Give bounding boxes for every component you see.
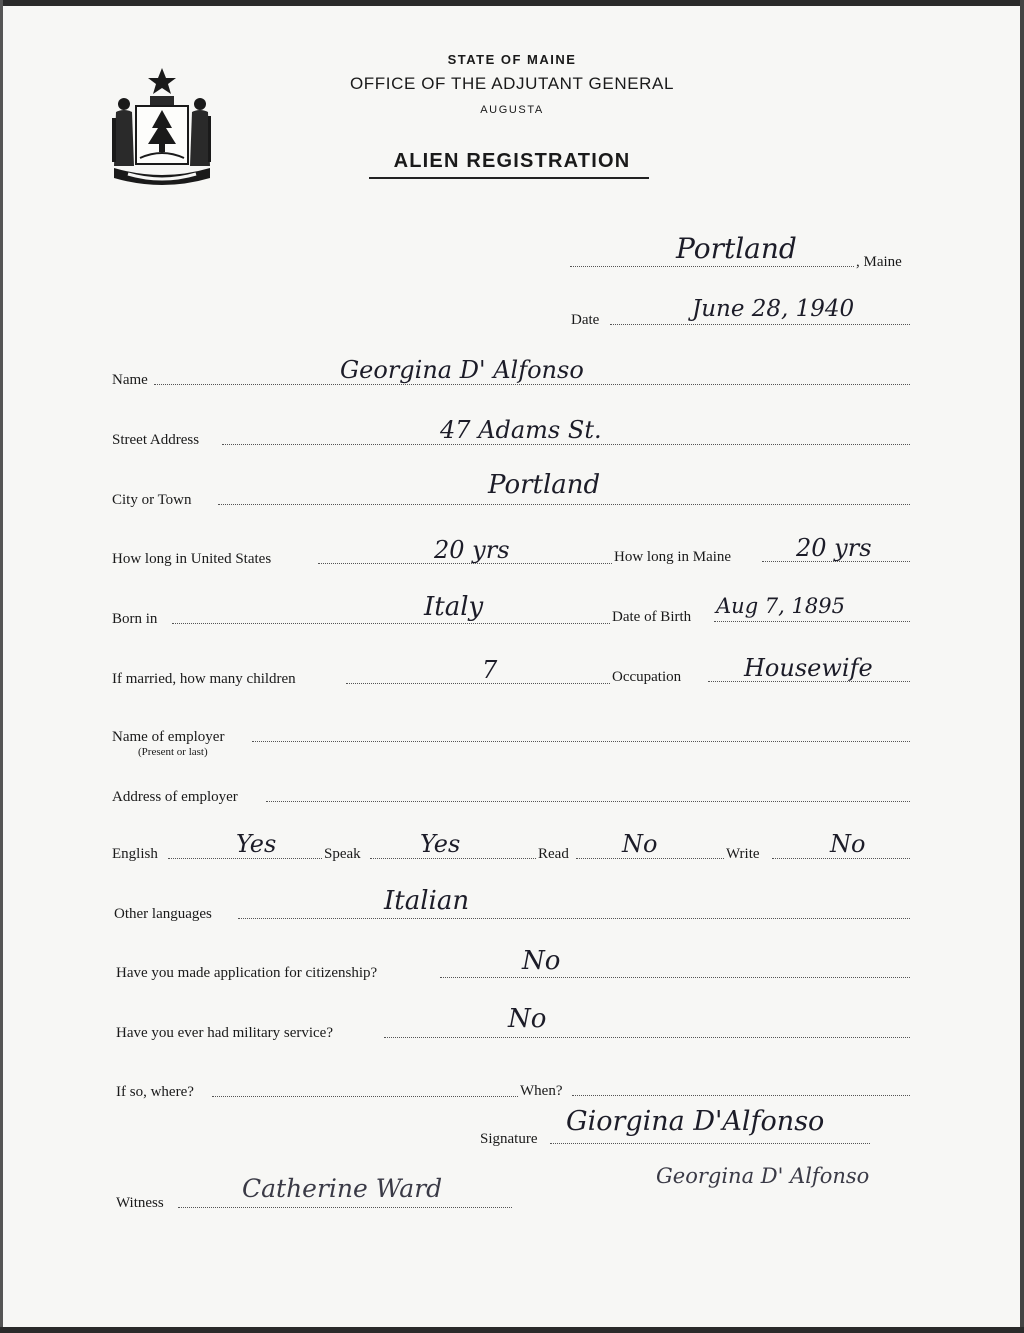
write-line: [772, 858, 910, 859]
how-long-us-label: How long in United States: [112, 551, 272, 567]
children-value: 7: [482, 656, 498, 684]
read-value: No: [622, 830, 658, 858]
born-in-label: Born in: [112, 611, 158, 627]
signature-clerk-annotation: Georgina D' Alfonso: [656, 1164, 870, 1188]
how-long-maine-value: 20 yrs: [796, 534, 872, 562]
name-value: Georgina D' Alfonso: [340, 356, 584, 384]
signature-line: [550, 1143, 870, 1144]
occupation-label: Occupation: [612, 669, 682, 685]
employer-address-line: [266, 801, 910, 802]
city-line: [218, 504, 910, 505]
city-heading: AUGUSTA: [480, 104, 544, 116]
children-label: If married, how many children: [112, 671, 296, 687]
street-address-line: [222, 444, 910, 445]
english-line: [168, 858, 322, 859]
name-line: [154, 384, 910, 385]
title-underline: [369, 177, 649, 179]
read-label: Read: [538, 846, 569, 862]
how-long-us-value: 20 yrs: [434, 536, 510, 564]
write-label: Write: [726, 846, 760, 862]
other-languages-value: Italian: [384, 886, 470, 916]
write-value: No: [830, 830, 866, 858]
witness-line: [178, 1207, 512, 1208]
born-in-value: Italy: [424, 592, 484, 622]
witness-label: Witness: [116, 1195, 164, 1211]
signature-value: Giorgina D'Alfonso: [566, 1106, 825, 1137]
date-of-birth-line: [714, 621, 910, 622]
when-line: [572, 1095, 910, 1096]
form-title: ALIEN REGISTRATION: [393, 150, 631, 172]
scan-edge-right: [1020, 0, 1024, 1333]
english-value: Yes: [236, 830, 277, 858]
where-line: [212, 1096, 518, 1097]
date-label: Date: [571, 312, 600, 328]
citizenship-label: Have you made application for citizenship?: [116, 965, 378, 981]
employer-note: (Present or last): [138, 746, 208, 758]
when-label: When?: [520, 1083, 563, 1099]
military-line: [384, 1037, 910, 1038]
citizenship-value: No: [522, 946, 561, 976]
speak-value: Yes: [420, 830, 461, 858]
children-line: [346, 683, 610, 684]
maine-label: , Maine: [856, 254, 902, 270]
date-line: [610, 324, 910, 325]
street-address-value: 47 Adams St.: [440, 416, 602, 444]
signature-label: Signature: [480, 1131, 538, 1147]
born-in-line: [172, 623, 610, 624]
city-label: City or Town: [112, 492, 192, 508]
other-languages-line: [238, 918, 910, 919]
date-of-birth-value: Aug 7, 1895: [716, 594, 845, 618]
scan-edge-left: [0, 0, 3, 1333]
town-line: [570, 266, 854, 267]
speak-line: [370, 858, 536, 859]
city-value: Portland: [488, 470, 601, 500]
scan-edge-bottom: [0, 1327, 1024, 1333]
name-label: Name: [112, 372, 148, 388]
military-value: No: [508, 1004, 547, 1034]
read-line: [576, 858, 724, 859]
speak-label: Speak: [324, 846, 361, 862]
employer-name-line: [252, 741, 910, 742]
military-label: Have you ever had military service?: [116, 1025, 333, 1041]
how-long-maine-label: How long in Maine: [614, 549, 732, 565]
town-value: Portland: [676, 232, 797, 265]
date-value: June 28, 1940: [692, 296, 855, 322]
other-languages-label: Other languages: [114, 906, 212, 922]
employer-name-label: Name of employer: [112, 729, 225, 745]
citizenship-line: [440, 977, 910, 978]
witness-value: Catherine Ward: [242, 1174, 443, 1203]
scan-edge-top: [0, 0, 1024, 6]
date-of-birth-label: Date of Birth: [612, 609, 692, 625]
state-heading: STATE OF MAINE: [447, 52, 577, 67]
employer-address-label: Address of employer: [112, 789, 238, 805]
where-label: If so, where?: [116, 1084, 194, 1100]
street-address-label: Street Address: [112, 432, 200, 448]
english-label: English: [112, 846, 158, 862]
office-heading: OFFICE OF THE ADJUTANT GENERAL: [349, 74, 675, 93]
occupation-value: Housewife: [744, 654, 873, 682]
